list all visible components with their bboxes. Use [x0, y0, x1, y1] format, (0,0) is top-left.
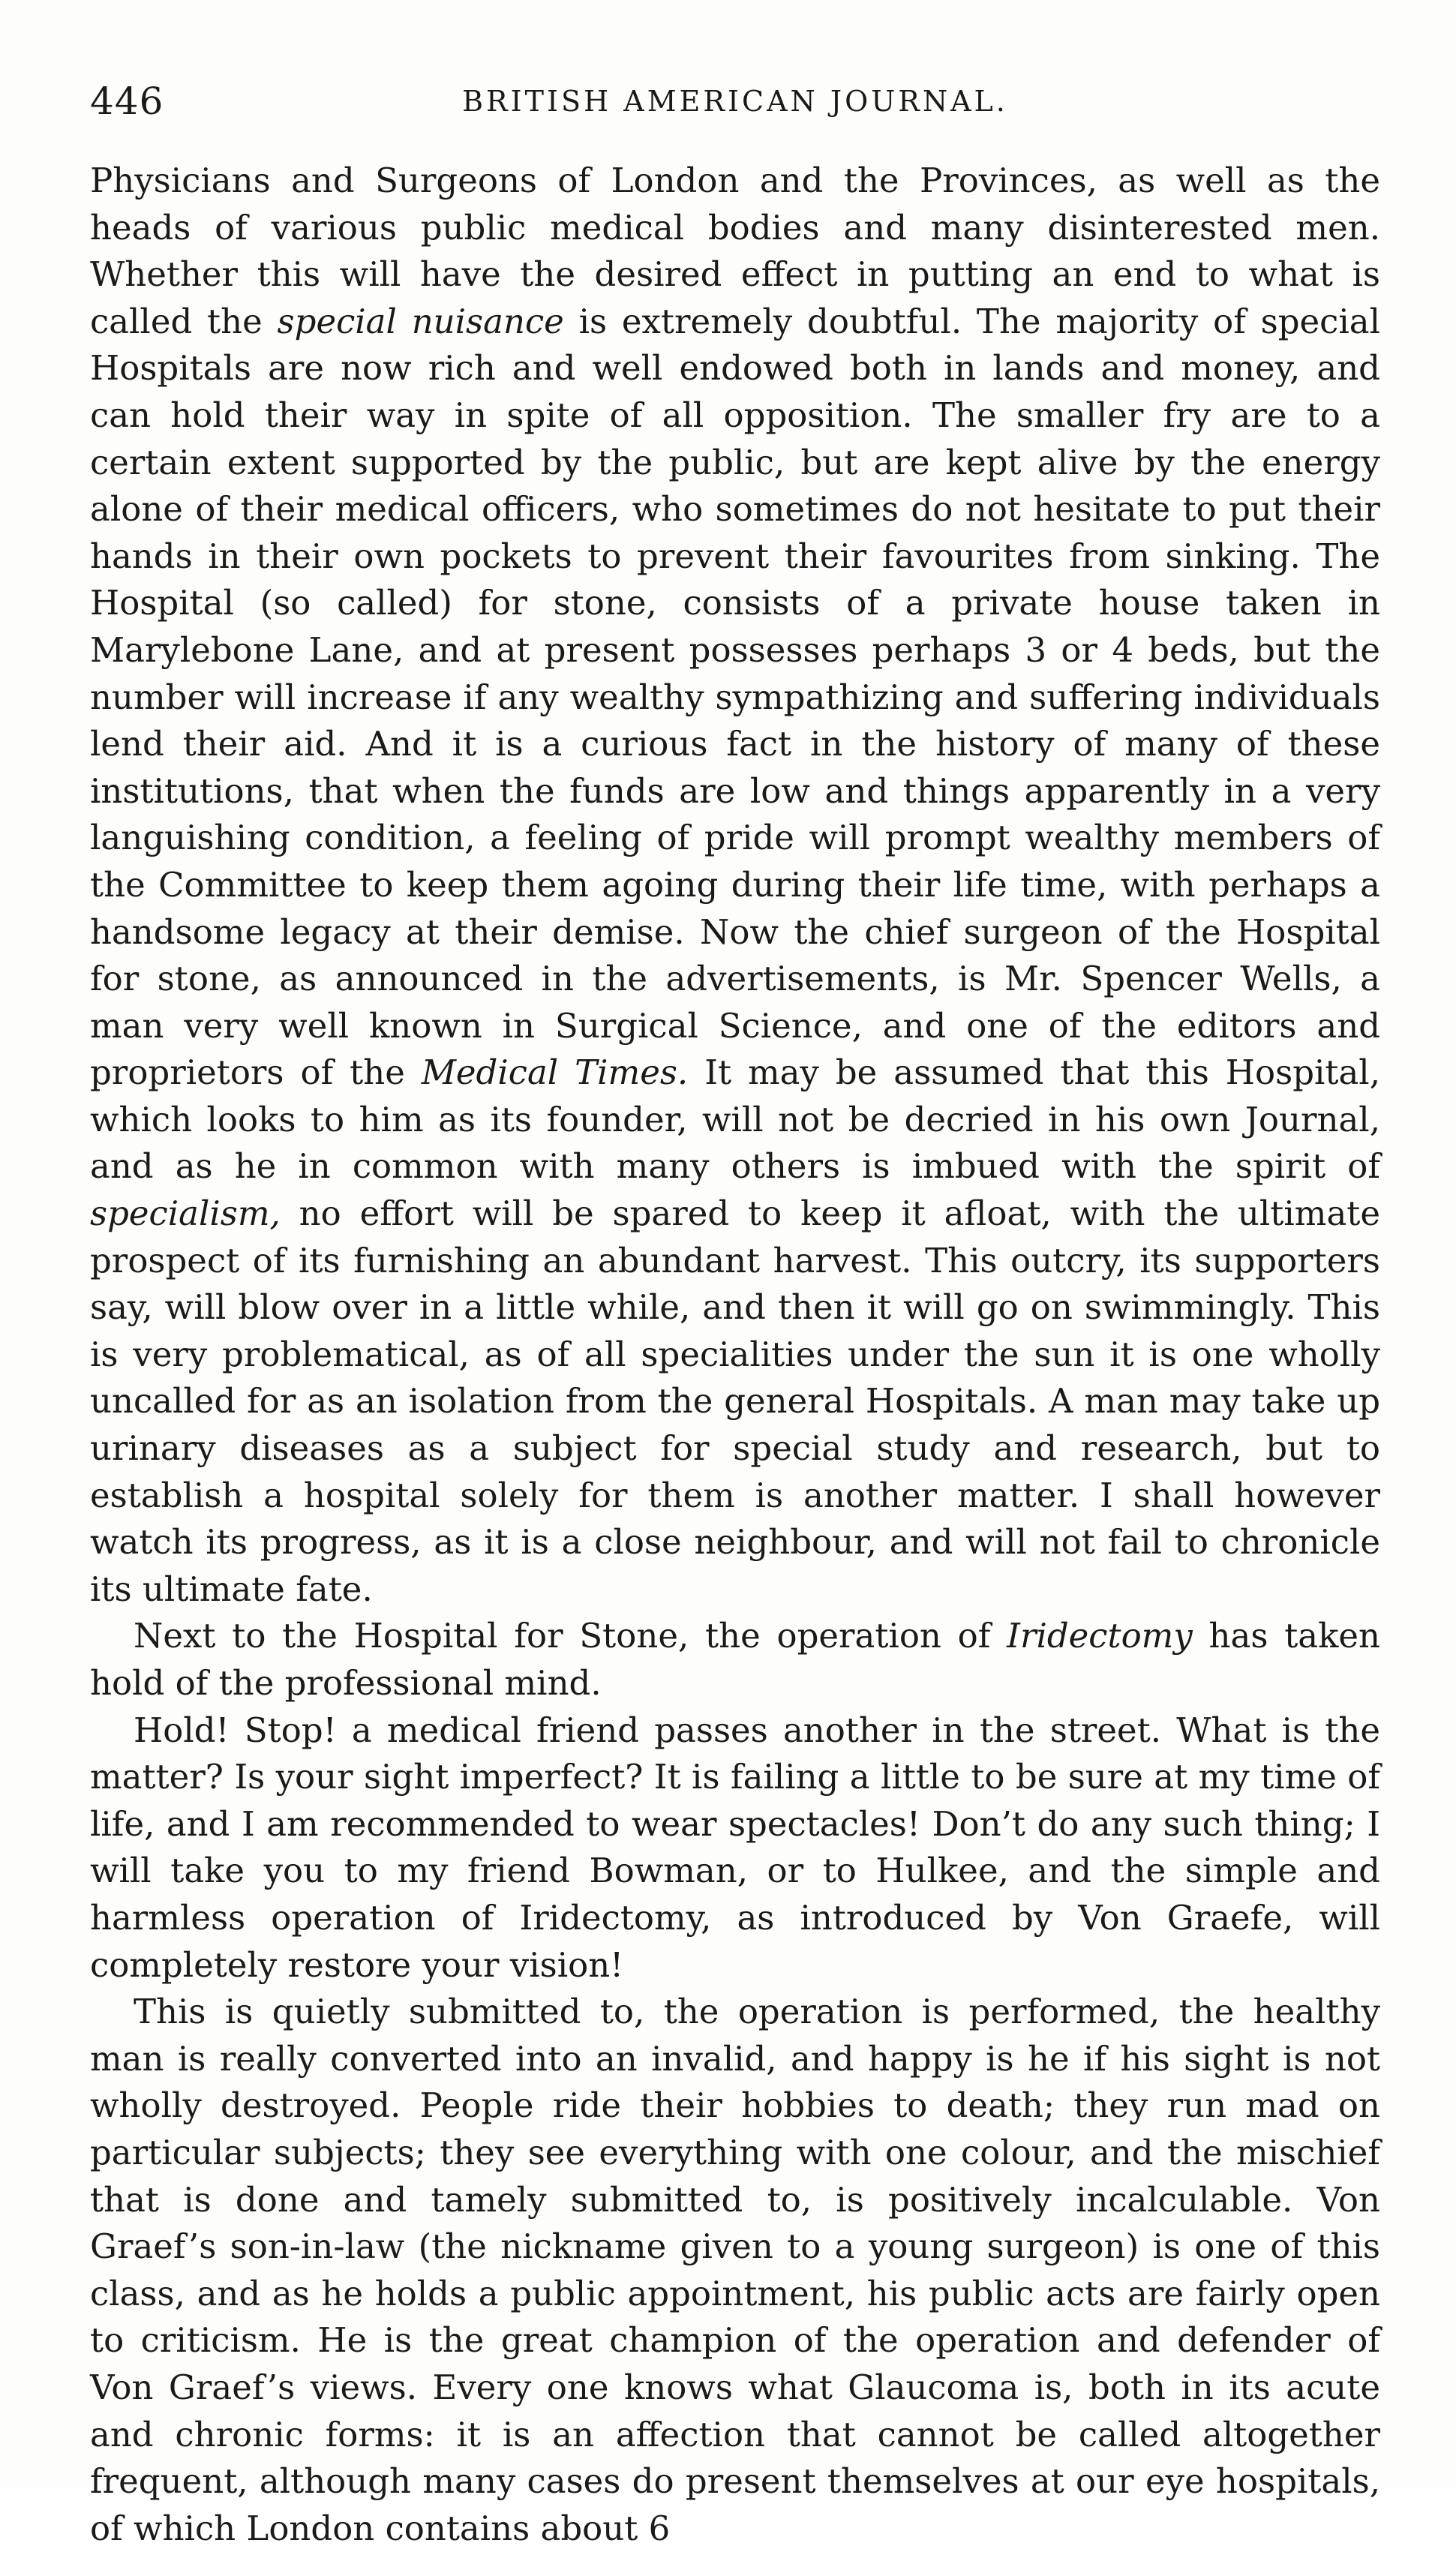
page-number: 446 — [90, 80, 164, 123]
text-run: It may be assumed that this Hospital, which looks to him as its founder, will not be decried in his own Journal, and as he in common with many others is imbued with the spirit of — [90, 1052, 1380, 1187]
paragraph-iridectomy — [90, 1613, 1380, 1707]
text-run: Next to the Hospital for Stone, the operation of — [134, 1616, 1007, 1656]
italic-phrase: specialism, — [90, 1193, 281, 1234]
text-run: has taken hold of the professional mind. — [90, 1616, 1380, 1703]
italic-phrase: special nuisance — [277, 301, 564, 341]
running-head — [90, 75, 1380, 128]
text-run: is extremely doubtful. The majority of special Hospitals are now rich and well endowed both in lands and money, and can hold their way in spite of all opposition. The smaller fry are to a certain extent supported by the public, but are kept alive by the energy alone of their medical officers, who sometimes do not hesitate to put their hands in their own pockets to prevent their favourites from sinking. The Hospital (so called) for stone, consists of a private house taken in Marylebone Lane, and at present possesses perhaps 3 or 4 beds, but the number will increase if any wealthy sympathizing and suffering individuals lend their aid. And it is a curious fact in the history of many of these institutions, that when the funds are low and things apparently in a very languishing condition, a feeling of pride will prompt wealthy members of the Committee to keep them agoing during their life time, with perhaps a handsome legacy at their demise. Now the chief surgeon of the Hospital for stone, as announced in the advertisements, is Mr. Spencer Wells, a man very well known in Surgical Science, and one of the editors and proprietors of the — [90, 301, 1380, 1093]
article-body — [90, 158, 1380, 2552]
paragraph-criticism — [90, 1989, 1380, 2552]
paragraph-dialogue — [90, 1707, 1380, 1989]
text-run: Hold! Stop! a medical friend passes another in the street. What is the matter? Is your sight imperfect? It is failing a little to be sure at my time of life, and I am recommended to wear spectacles! Don’t do any such thing; I will take you to my friend Bowman, or to Hulkee, and the simple and harmless operation of Iridectomy, as introduced by Von Graefe, will completely restore your vision! — [90, 1710, 1380, 1985]
paragraph-continuation — [90, 158, 1380, 1613]
text-run: Physicians and Surgeons of London and the Provinces, as well as the heads of various public medical bodies and many disinterested men. Whether this will have the desired effect in putting an end to what is called the — [90, 161, 1380, 341]
text-run: This is quietly submitted to, the operation is performed, the healthy man is really converted into an invalid, and happy is he if his sight is not wholly destroyed. People ride their hobbies to death; they run mad on particular subjects; they see everything with one colour, and the mischief that is done and tamely submitted to, is positively incalculable. Von Graef’s son-in-law (the nickname given to a young surgeon) is one of this class, and as he holds a public appointment, his public acts are fairly open to criticism. He is the great champion of the operation and defender of Von Graef’s views. Every one knows what Glaucoma is, both in its acute and chronic forms: it is an affection that cannot be called altogether frequent, although many cases do present themselves at our eye hospitals, of which London contains about 6 — [90, 1992, 1380, 2548]
text-run: no effort will be spared to keep it afloat, with the ultimate prospect of its furnishing an abundant harvest. This outcry, its supporters say, will blow over in a little while, and then it will go on swimmingly. This is very problematical, as of all specialities under the sun it is one wholly uncalled for as an isolation from the general Hospitals. A man may take up urinary diseases as a subject for special study and research, but to establish a hospital solely for them is another matter. I shall however watch its progress, as it is a close neighbour, and will not fail to chronicle its ultimate fate. — [90, 1193, 1380, 1609]
italic-phrase: Iridectomy — [1007, 1616, 1193, 1656]
italic-phrase: Medical Times. — [421, 1052, 689, 1093]
journal-title: BRITISH AMERICAN JOURNAL. — [462, 85, 1008, 118]
